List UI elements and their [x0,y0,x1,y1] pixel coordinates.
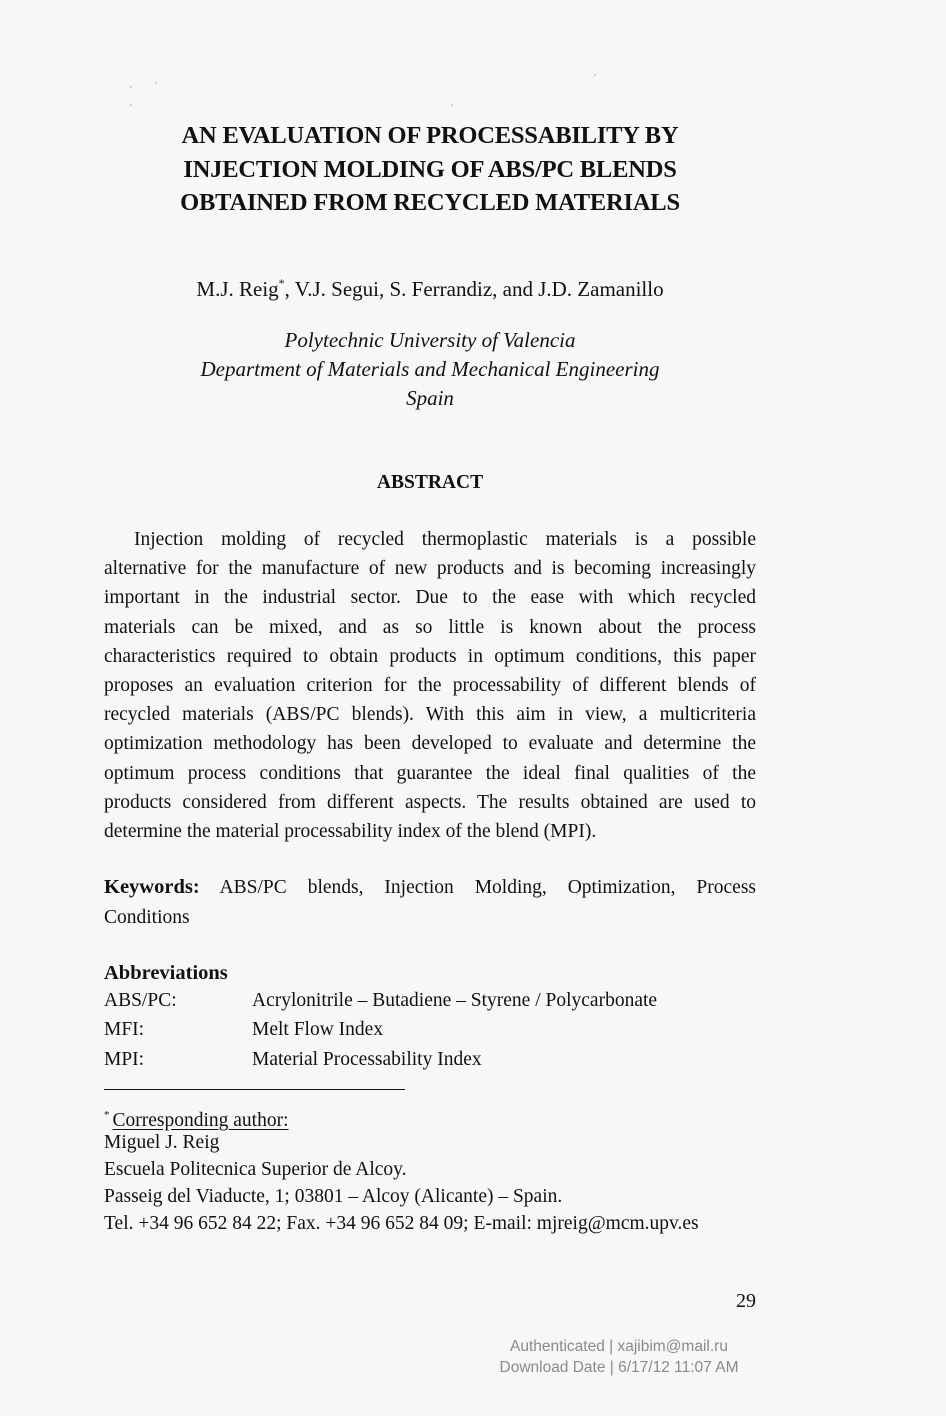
abstract-line: recycled materials (ABS/PC blends). With this aim in view, a multicriteria [104,704,756,726]
scan-artifact [155,82,157,84]
footnote-heading: Corresponding author: [112,1110,289,1131]
abstract-line: products considered from different aspects. The results obtained are used to [104,791,756,813]
affiliation-country: Spain [406,386,454,410]
footnote-divider [104,1089,405,1090]
paper-title [150,119,710,220]
download-watermark [470,1336,768,1378]
abstract-line: determine the material processability index of the blend (MPI). [104,820,597,842]
other-authors: , V.J. Segui, S. Ferrandiz, and J.D. Zamanillo [284,277,664,301]
abstract-line: alternative for the manufacture of new products and is becoming increasingly [104,558,756,580]
abbreviation-row [104,986,764,1015]
abstract-line: optimum process conditions that guarantee the ideal final qualities of the [104,762,756,784]
abstract-body [104,525,756,846]
scan-artifact [130,104,132,106]
keywords-label: Keywords: [104,876,200,898]
abstract-line: important in the industrial sector. Due to the ease with which recycled [104,587,756,609]
footnote-institution: Escuela Politecnica Superior de Alcoy. [104,1159,407,1180]
title-line: AN EVALUATION OF PROCESSABILITY BY [181,122,679,149]
abstract-line: characteristics required to obtain products in optimum conditions, this paper [104,645,756,667]
first-author: M.J. Reig [196,277,279,301]
keywords-list: ABS/PC blends, Injection Molding, Optimization, Process [199,877,756,898]
abstract-heading: ABSTRACT [376,472,484,493]
abbreviation-row [104,1045,764,1074]
abbreviation-meaning: Acrylonitrile – Butadiene – Styrene / Polycarbonate [252,990,658,1011]
affiliation [150,326,710,413]
keywords-line-continued: Conditions [104,906,190,928]
abbreviations-table [104,986,764,1074]
keywords-section [104,873,756,932]
abbreviation-row [104,1015,764,1044]
abstract-line: Injection molding of recycled thermoplastic materials is a possible [134,529,756,550]
corresponding-author-footnote [104,1102,764,1237]
watermark-authenticated: Authenticated | xajibim@mail.ru [510,1338,728,1355]
footnote-heading-line [104,1102,764,1129]
abbreviations-heading: Abbreviations [104,962,228,984]
title-line: OBTAINED FROM RECYCLED MATERIALS [180,189,680,216]
footnote-contact: Tel. +34 96 652 84 22; Fax. +34 96 652 84 09; E-mail: mjreig@mcm.upv.es [104,1213,699,1234]
abbreviation-term: MFI: [104,1019,145,1041]
abbreviation-meaning: Material Processability Index [252,1048,482,1070]
title-line: INJECTION MOLDING OF ABS/PC BLENDS [183,155,677,183]
abstract-line: materials can be mixed, and as so little is known about the process [104,616,756,638]
affiliation-department: Department of Materials and Mechanical Engineering [200,357,660,381]
scan-artifact [594,74,596,76]
footnote-mark: * [104,1109,110,1121]
affiliation-university: Polytechnic University of Valencia [284,328,576,352]
abstract-line: proposes an evaluation criterion for the processability of different blends of [104,674,756,696]
abbreviation-term: ABS/PC: [104,990,177,1011]
abstract-line: optimization methodology has been developed to evaluate and determine the [104,733,756,755]
scan-artifact [130,86,132,88]
watermark-download-date: Download Date | 6/17/12 11:07 AM [499,1359,739,1376]
footnote-name: Miguel J. Reig [104,1132,220,1153]
page-number: 29 [736,1290,756,1312]
author-list [160,268,700,304]
abbreviation-meaning: Melt Flow Index [252,1019,384,1041]
footnote-address: Passeig del Viaducte, 1; 03801 – Alcoy (Alicante) – Spain. [104,1186,563,1207]
abbreviation-term: MPI: [104,1048,145,1070]
corresponding-author-mark: * [278,276,285,290]
keywords-line [104,873,756,903]
scan-artifact [451,104,453,106]
